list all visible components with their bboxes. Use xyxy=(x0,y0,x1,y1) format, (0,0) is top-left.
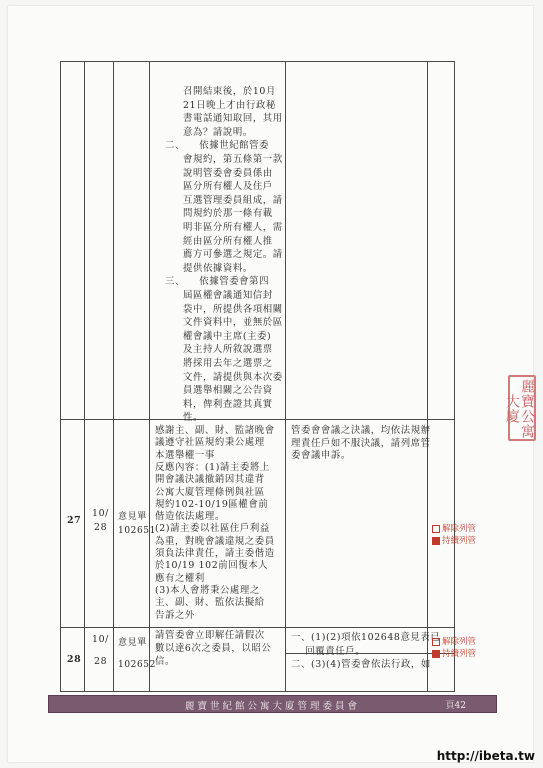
proposal-line: 公寓大廈管理條例與社區 xyxy=(155,486,265,498)
proposal-line: (2)請主委以社區住戶利益 xyxy=(155,523,270,535)
row-divider xyxy=(61,627,454,628)
continue-checkbox[interactable] xyxy=(432,537,440,545)
proposal-line: 偕造依法處理。 xyxy=(155,511,225,523)
proposal-line: 主、副、財、監依法擬給 xyxy=(155,597,265,609)
proposal-line: 信。 xyxy=(155,655,175,667)
status-checkboxes xyxy=(432,523,476,547)
proposal-line: 屆區權會議通知信封 xyxy=(183,290,273,301)
row-number: 28 xyxy=(67,654,82,665)
reply-line: 理責任戶如不服決議，請列席管 xyxy=(291,437,431,449)
proposal-line: 告訴之外 xyxy=(155,609,195,621)
watermark-link[interactable]: http://ibeta.tw xyxy=(436,749,535,763)
continue-checkbox[interactable] xyxy=(432,650,440,658)
reply-line: 二、(3)(4)管委會依法行政，如 xyxy=(291,659,431,670)
row-date-day: 28 xyxy=(94,656,108,667)
proposal-line: 互選管理委員組成，請 xyxy=(183,194,283,206)
document-page xyxy=(8,6,533,762)
proposal-line: 二、 依據世紀館管委 xyxy=(165,140,270,152)
reply-line: 回覆責任戶。 xyxy=(291,645,366,657)
row-type-id: 102652 xyxy=(118,660,156,670)
proposal-line: 數以達6次之委員，以昭公 xyxy=(155,642,272,654)
row-type: 意見單 xyxy=(118,512,147,522)
release-option[interactable]: 解除列管 xyxy=(432,523,476,535)
row-type-id: 102651 xyxy=(118,526,156,536)
proposal-line: 性。 xyxy=(183,412,203,424)
reply-line: 委會議申訴。 xyxy=(291,450,351,461)
proposal-line: 為重，對晚會議違規之委員 xyxy=(155,535,275,547)
proposal-line: 文件資料中，並無於區 xyxy=(183,317,283,329)
proposal-line: 會規約，第五條第一款 xyxy=(183,154,283,165)
column-divider xyxy=(427,62,428,691)
proposal-line: 感謝主、副、財、監諸晚會 xyxy=(155,425,275,436)
continue-option[interactable]: 持續列管 xyxy=(432,535,476,547)
release-option[interactable]: 解除列管 xyxy=(432,636,476,648)
red-seal-stamp: 麗寶公寓大廈 xyxy=(508,375,536,441)
footer-title: 麗寶世紀館公寓大廈管理委員會 xyxy=(184,701,360,712)
proposal-line: 權會議中主席(主委) xyxy=(183,330,272,342)
proposal-line: 反應內容：(1)請主委將上 xyxy=(155,461,270,473)
row-date-day: 28 xyxy=(94,522,108,533)
release-checkbox[interactable] xyxy=(432,638,440,646)
column-divider xyxy=(149,62,150,691)
release-checkbox[interactable] xyxy=(432,525,440,533)
proposal-line: 應有之權利 xyxy=(155,572,205,584)
row-number: 27 xyxy=(67,515,82,526)
proposal-line: 意為？請說明。 xyxy=(183,126,253,138)
proposal-line: 提供依據資料。 xyxy=(183,262,253,274)
proposal-line: 須負法律責任，請主委偕造 xyxy=(155,548,275,559)
proposal-line: 明非區分所有權人，需 xyxy=(183,222,283,233)
proposal-line: 書電話通知取回，其用 xyxy=(183,113,283,125)
proposal-line: 說明管委會委員係由 xyxy=(183,167,273,179)
proposal-line: 及主持人所敘說選票 xyxy=(183,344,273,356)
proposal-line: 三、 依據管委會第四 xyxy=(165,276,270,288)
row-type: 意見單 xyxy=(118,638,147,648)
reply-line: 管委會會議之決議，均依法規辦 xyxy=(291,425,431,436)
proposal-line: 於10/19 102前回復本人 xyxy=(155,560,269,572)
column-divider xyxy=(84,62,85,691)
proposal-line: 將採用去年之選票之 xyxy=(183,358,273,369)
proposal-line: 薦方可參選之規定。請 xyxy=(183,249,283,261)
row-date-month: 10/ xyxy=(92,508,109,519)
proposal-line: 請管委會立即解任請假次 xyxy=(155,630,265,641)
continue-option[interactable]: 持續列管 xyxy=(432,648,476,660)
proposal-line: 21日晚上才由行政秘 xyxy=(183,99,276,111)
proposal-line: 料，俾利查證其真實 xyxy=(183,398,273,410)
row-divider xyxy=(61,419,454,420)
proposal-line: 議遵守社區規約秉公處理 xyxy=(155,437,265,449)
proposal-line: (3)本人會將秉公處理之 xyxy=(155,584,260,596)
column-divider xyxy=(285,62,286,691)
proposal-line: 開會議決議撤銷因其違背 xyxy=(155,474,265,486)
proposal-line: 規約102-10/19區權會前 xyxy=(155,498,269,510)
footer-bar xyxy=(48,695,497,713)
row-date-month: 10/ xyxy=(92,634,109,645)
proposal-line: 袋中，所提供各項相關 xyxy=(183,303,283,315)
proposal-line: 文件，請提供與本次委 xyxy=(183,371,283,383)
column-divider xyxy=(113,62,114,691)
reply-line: 一、(1)(2)項依102648意見表已 xyxy=(291,632,441,643)
proposal-line: 員選舉相關之公告資 xyxy=(183,385,273,397)
proposal-line: 本選舉權一事 xyxy=(155,449,215,461)
proposal-line: 區分所有權人及住戶 xyxy=(183,181,273,193)
proposal-line: 問規約於那一條有載 xyxy=(183,208,273,220)
proposal-line: 經由區分所有權人推 xyxy=(183,235,273,247)
page-number: 頁42 xyxy=(445,701,466,711)
status-checkboxes xyxy=(432,636,476,660)
proposal-line: 召開結束後，於10月 xyxy=(183,86,276,97)
feedback-table xyxy=(60,61,477,692)
